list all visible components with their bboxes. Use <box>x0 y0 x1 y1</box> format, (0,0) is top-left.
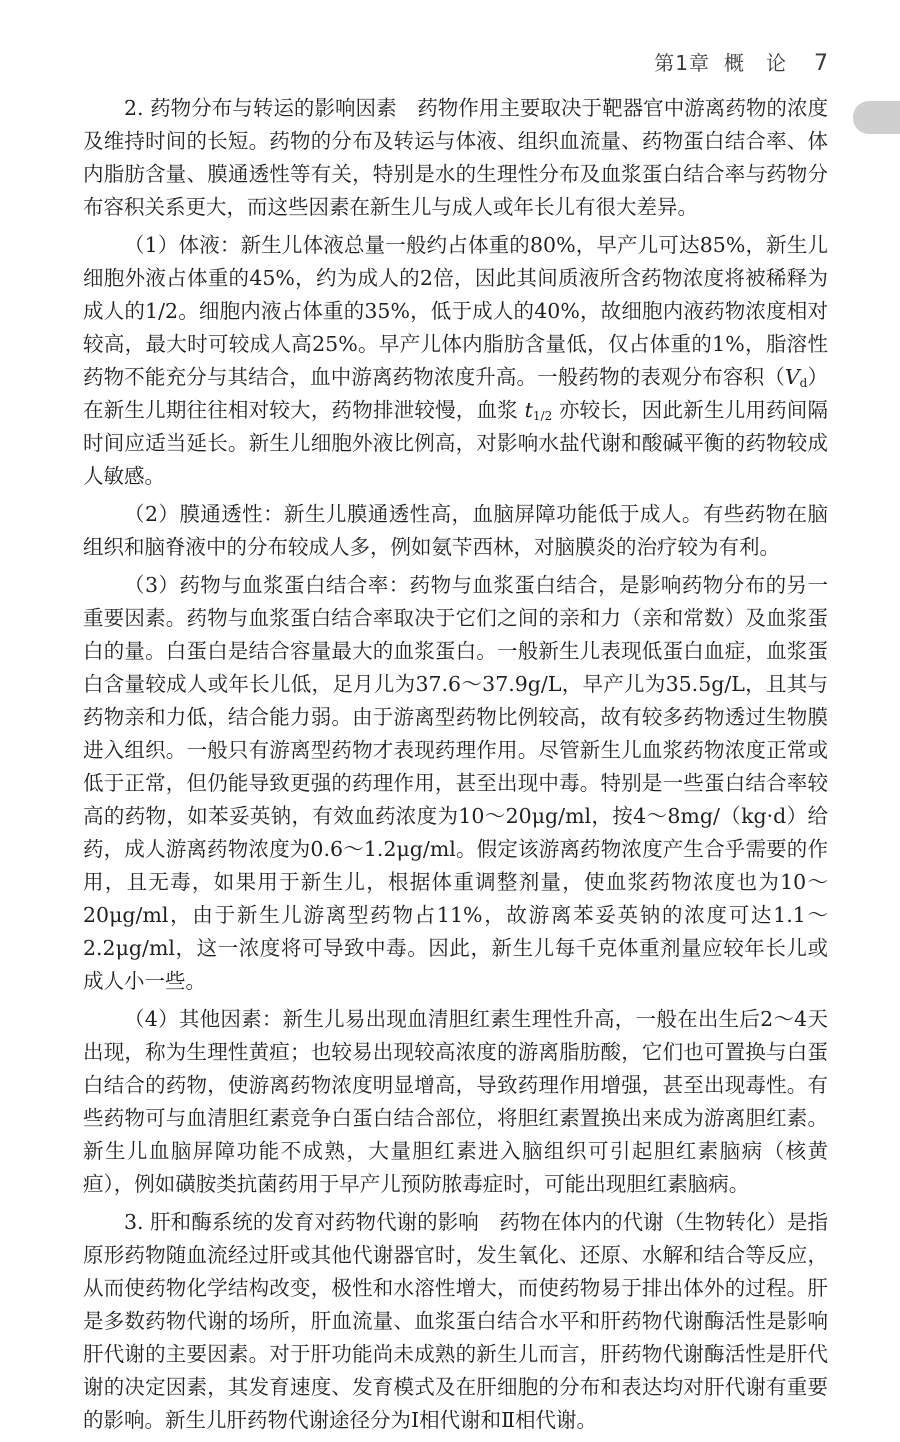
page-number: 7 <box>814 51 828 76</box>
section-heading-2: 2. 药物分布与转运的影响因素 <box>124 96 397 120</box>
chapter-title: 概论 <box>724 51 808 75</box>
subscript-d: d <box>799 376 808 390</box>
variable-t: t <box>524 398 533 422</box>
paragraph-protein-binding: （3）药物与血浆蛋白结合率：药物与血浆蛋白结合，是影响药物分布的另一重要因素。药物与血浆蛋白结合率取决于它们之间的亲和力（亲和常数）及血浆蛋白的量。白蛋白是结合容量最大的血浆蛋白。一般新生儿表现低蛋白血症，血浆蛋白含量较成人或年长儿低，足月儿为37.6～37.9g/L，早产儿为35.5g/L，且其与药物亲和力低，结合能力弱。由于游离型药物比例较高，故有较多药物透过生物膜进入组织。一般只有游离型药物才表现药理作用。尽管新生儿血浆药物浓度正常或低于正常，但仍能导致更强的药理作用，甚至出现中毒。特别是一些蛋白结合率较高的药物，如苯妥英钠，有效血药浓度为10～20μg/ml，按4～8mg/（kg·d）给药，成人游离药物浓度为0.6～1.2μg/ml。假定该游离药物浓度产生合乎需要的作用，且无毒，如果用于新生儿，根据体重调整剂量，使血浆药物浓度也为10～20μg/ml，由于新生儿游离型药物占11%，故游离苯妥英钠的浓度可达1.1～2.2μg/ml，这一浓度将可导致中毒。因此，新生儿每千克体重剂量应较年长儿或成人小一些。 <box>83 573 828 993</box>
paragraph-liver-enzymes <box>83 1206 828 1437</box>
variable-v: V <box>784 365 800 389</box>
chapter-thumb-tab <box>853 101 900 134</box>
running-header <box>654 47 828 77</box>
paragraph-text: 药物在体内的代谢（生物转化）是指原形药物随血流经过肝或其他代谢器官时，发生氧化、还原、水解和结合等反应，从而使药物化学结构改变，极性和水溶性增大，而使药物易于排出体外的过程。肝是多数药物代谢的场所，肝血流量、血浆蛋白结合水平和肝药物代谢酶活性是影响肝代谢的主要因素。对于肝功能尚未成熟的新生儿而言，肝药物代谢酶活性是肝代谢的决定因素，其发育速度、发育模式及在肝细胞的分布和表达均对肝代谢有重要的影响。新生儿肝药物代谢途径分为Ⅰ相代谢和Ⅱ相代谢。 <box>83 1210 829 1432</box>
paragraph-text: 药物作用主要取决于靶器官中游离药物的浓度及维持时间的长短。药物的分布及转运与体液、组织血流量、药物蛋白结合率、体内脂肪含量、膜通透性等有关，特别是水的生理性分布及血浆蛋白结合率与药物分布容积关系更大，而这些因素在新生儿与成人或年长儿有很大差异。 <box>83 96 829 219</box>
paragraph-membrane-permeability: （2）膜通透性：新生儿膜通透性高，血脑屏障功能低于成人。有些药物在脑组织和脑脊液中的分布较成人多，例如氨苄西林，对脑膜炎的治疗较为有利。 <box>83 502 828 559</box>
paragraph-text: 亦较长，因此新生儿用药间隔时间应适当延长。新生儿细胞外液比例高，对影响水盐代谢和酸碱平衡的药物较成人敏感。 <box>83 398 828 488</box>
paragraph-distribution-factors <box>83 92 828 224</box>
subscript-half: 1/2 <box>532 409 553 423</box>
paragraph-text: （1）体液：新生儿体液总量一般约占体重的80%，早产儿可达85%，新生儿细胞外液占体重的45%，约为成人的2倍，因此其间质液所含药物浓度将被稀释为成人的1/2。细胞内液占体重的35%，低于成人的40%，故细胞内液药物浓度相对较高，最大时可较成人高25%。早产儿体内脂肪含量低，仅占体重的1%，脂溶性药物不能充分与其结合，血中游离药物浓度升高。一般药物的表观分布容积（ <box>83 233 828 389</box>
section-heading-3: 3. 肝和酶系统的发育对药物代谢的影响 <box>124 1210 479 1234</box>
chapter-label: 第1章 <box>654 51 710 75</box>
page-body <box>83 92 828 1442</box>
paragraph-body-fluid <box>83 229 828 493</box>
paragraph-other-factors: （4）其他因素：新生儿易出现血清胆红素生理性升高，一般在出生后2～4天出现，称为生理性黄疸；也较易出现较高浓度的游离脂肪酸，它们也可置换与白蛋白结合的药物，使游离药物浓度明显增高，导致药理作用增强，甚至出现毒性。有些药物可与血清胆红素竞争白蛋白结合部位，将胆红素置换出来成为游离胆红素。新生儿血脑屏障功能不成熟，大量胆红素进入脑组织可引起胆红素脑病（核黄疸），例如磺胺类抗菌药用于早产儿预防脓毒症时，可能出现胆红素脑病。 <box>83 1007 828 1196</box>
paragraph-text: ）在新生儿期往往相对较大，药物排泄较慢，血浆 <box>83 365 829 422</box>
